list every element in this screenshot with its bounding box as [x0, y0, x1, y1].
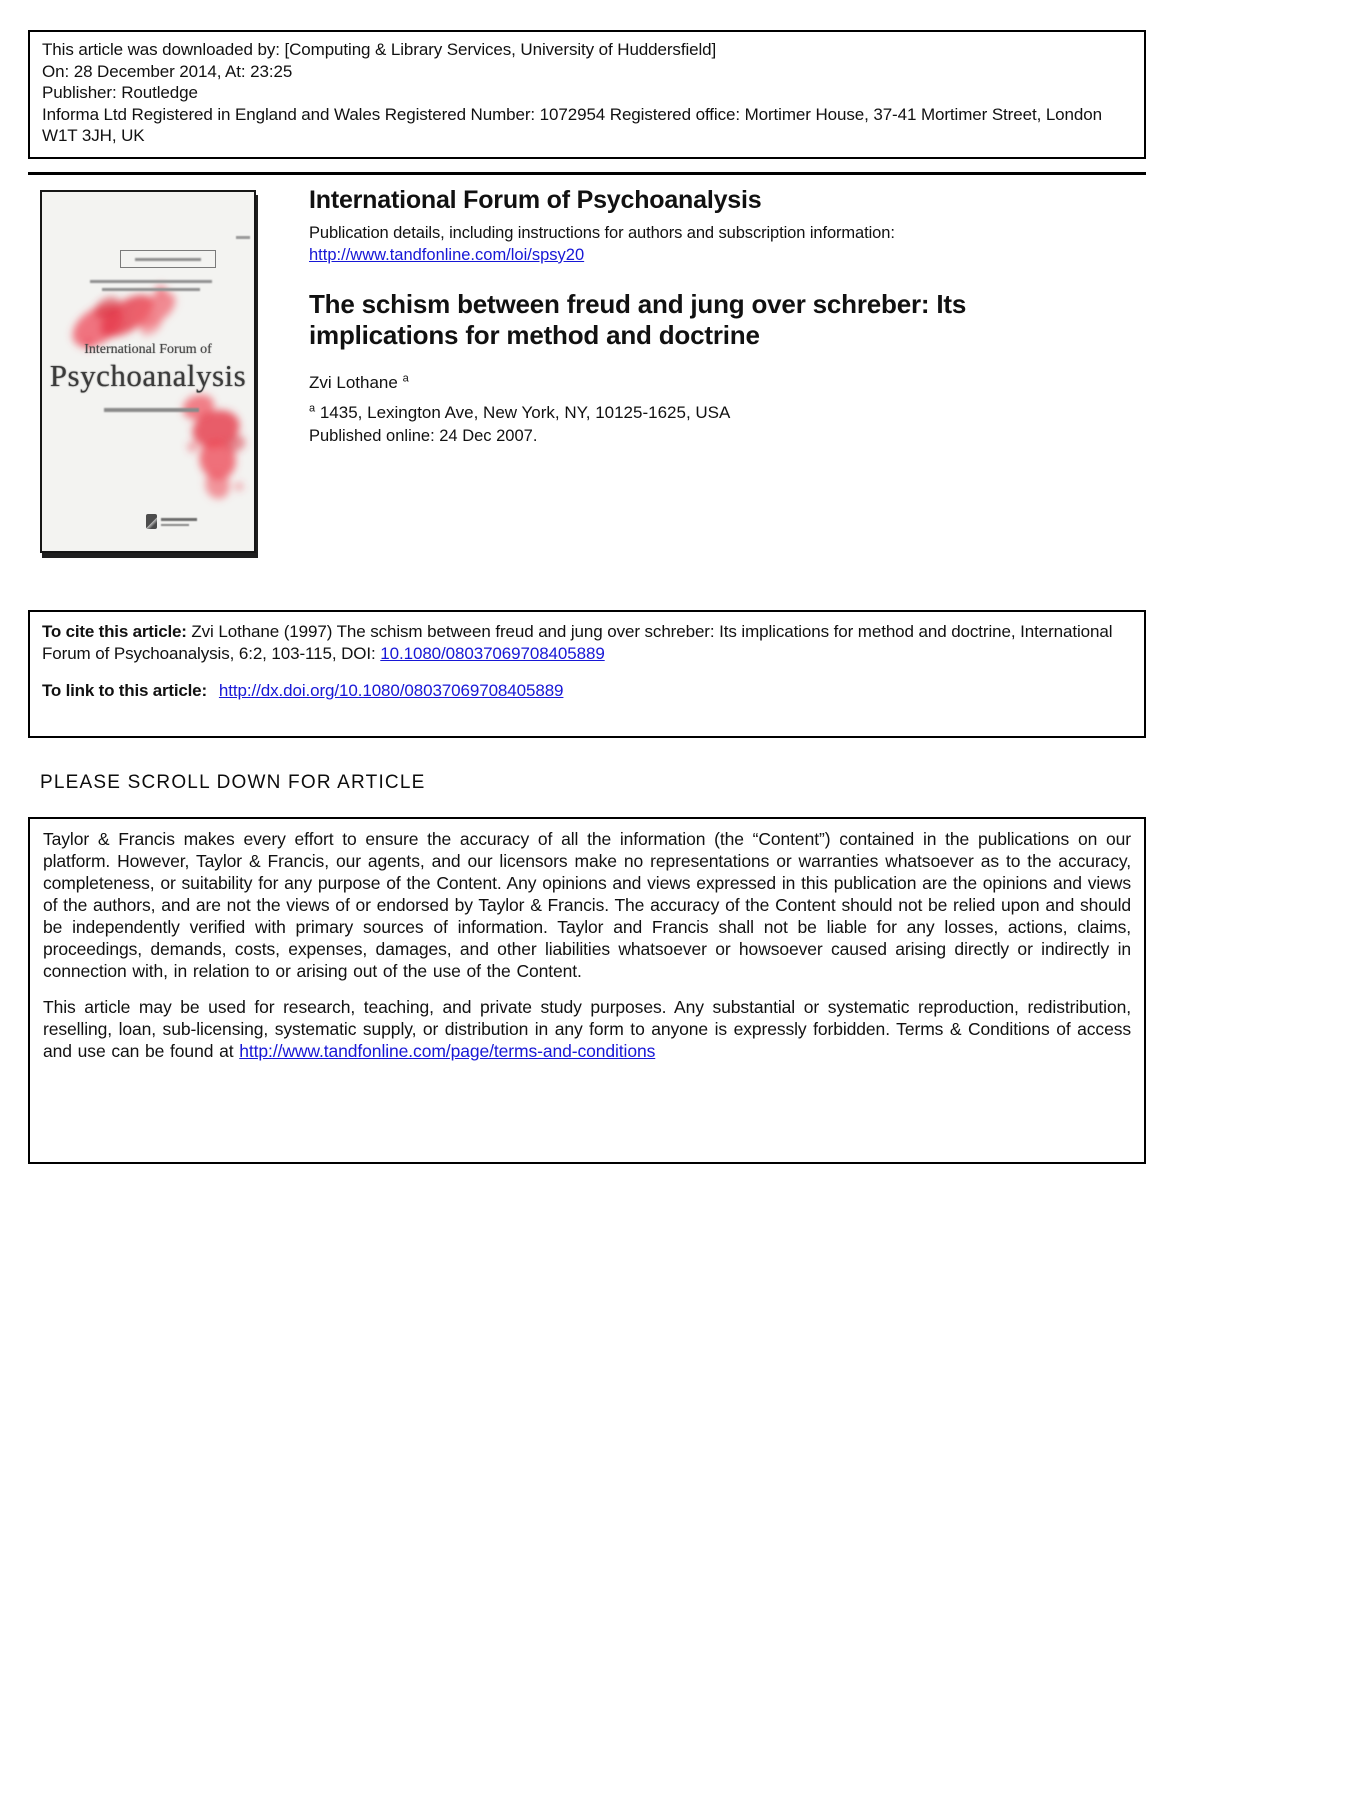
download-notice-box: [28, 30, 1146, 159]
affiliation-text: 1435, Lexington Ave, New York, NY, 10125-1625, USA: [315, 403, 731, 422]
journal-info-column: [309, 186, 1109, 553]
disclaimer-paragraph-1: Taylor & Francis makes every effort to ensure the accuracy of all the information (the “Content”) contained in the publications on our platform. However, Taylor & Francis, our agents, and our licensors make no representations or warranties whatsoever as to the accuracy, completeness, or suitability for any purpose of the Content. Any opinions and views expressed in this publication are the opinions and views of the authors, and are not the views of or endorsed by Taylor & Francis. The accuracy of the Content should not be relied upon and should be independently verified with primary sources of information. Taylor and Francis shall not be liable for any losses, actions, claims, proceedings, demands, costs, expenses, damages, and other liabilities whatsoever or howsoever caused arising directly or indirectly in connection with, in relation to or arising out of the use of the Content.: [43, 829, 1131, 981]
cover-guest-editor-line: [104, 408, 199, 412]
affiliation-line: [309, 403, 1109, 423]
journal-header: [40, 186, 1109, 553]
affiliation-marker: a: [309, 402, 316, 415]
cover-corner-text: [236, 236, 250, 239]
horizontal-divider: [28, 172, 1146, 175]
publication-details-text: Publication details, including instructions for authors and subscription information:: [309, 224, 895, 242]
cover-volume-box: [120, 250, 216, 268]
disclaimer-paragraph-2: [43, 996, 1131, 1062]
cover-masthead-small: International Forum of: [84, 342, 212, 357]
author-name: Zvi Lothane: [309, 373, 398, 392]
cite-text: Zvi Lothane (1997) The schism between freud and jung over schreber: Its implications for method and doctrine, International Forum of Psychoanalysis, 6:2, 103-115, DOI:: [42, 622, 1113, 663]
article-title: The schism between freud and jung over schreber: Its implications for method and doctrine: [309, 289, 967, 350]
author-affiliation-marker: a: [402, 372, 409, 385]
downloaded-by-line: This article was downloaded by: [Computing & Library Services, University of Huddersfield]: [42, 40, 717, 59]
disclaimer-box: [28, 817, 1146, 1164]
link-paragraph: [42, 680, 1132, 702]
journal-url-link[interactable]: http://www.tandfonline.com/loi/spsy20: [309, 246, 585, 264]
citation-box: [28, 610, 1146, 738]
doi-link[interactable]: 10.1080/08037069708405889: [380, 644, 605, 663]
link-label: To link to this article:: [42, 681, 207, 700]
terms-text: This article may be used for research, teaching, and private study purposes. Any substantial or systematic reproduction, redistribution, reselling, loan, sub-licensing, systematic supply, or distribution in any form to anyone is expressly forbidden. Terms & Conditions of access and use can be found at: [43, 997, 1131, 1061]
journal-title: International Forum of Psychoanalysis: [309, 186, 762, 214]
article-url-link[interactable]: http://dx.doi.org/10.1080/08037069708405889: [218, 681, 564, 700]
scroll-down-notice: PLEASE SCROLL DOWN FOR ARTICLE: [40, 772, 426, 793]
routledge-logo-icon: [146, 514, 197, 529]
cite-label: To cite this article:: [42, 622, 187, 641]
download-date-line: On: 28 December 2014, At: 23:25: [42, 61, 293, 81]
cover-society-text-line2: [102, 288, 200, 291]
publisher-line: Publisher: Routledge: [42, 83, 198, 102]
cover-society-text-line: [90, 280, 212, 283]
published-online-text: Published online: 24 Dec 2007.: [309, 427, 538, 445]
terms-and-conditions-link[interactable]: http://www.tandfonline.com/page/terms-and-conditions: [239, 1041, 656, 1061]
cover-masthead-title: Psychoanalysis: [49, 358, 247, 393]
journal-cover-image: [40, 190, 256, 553]
author-line: [309, 373, 1109, 393]
cite-paragraph: [42, 621, 1132, 665]
registration-line: Informa Ltd Registered in England and Wales Registered Number: 1072954 Registered office: Mortimer House, 37-41 Mortimer Street, London W1T 3JH, UK: [42, 104, 1102, 145]
